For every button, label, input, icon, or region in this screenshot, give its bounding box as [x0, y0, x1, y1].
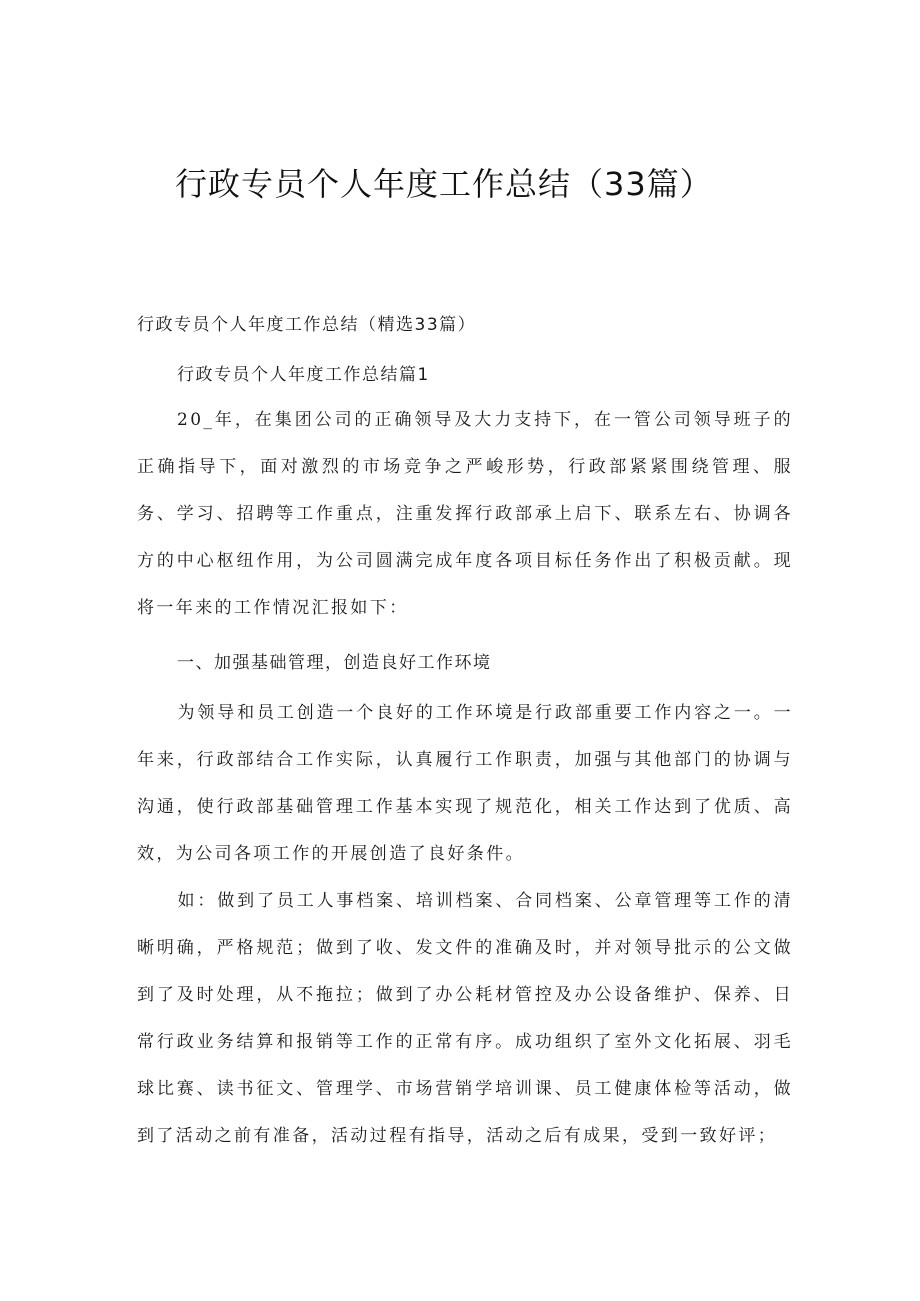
- paragraph-environment-text: 为领导和员工创造一个良好的工作环境是行政部重要工作内容之一。一年来，行政部结合工作实际，认真履行工作职责，加强与其他部门的协调与沟通，使行政部基础管理工作基本实现了规范化，相关工作达到了优质、高效，为公司各项工作的开展创造了良好条件。: [137, 703, 793, 864]
- document-title: 行政专员个人年度工作总结（33篇）: [175, 165, 713, 203]
- section-heading-1: 一、加强基础管理，创造良好工作环境: [177, 653, 492, 673]
- paragraph-example-text: 如：做到了员工人事档案、培训档案、合同档案、公章管理等工作的清晰明确，严格规范；做到了收、发文件的准确及时，并对领导批示的公文做到了及时处理，从不拖拉；做到了办公耗材管控及办公设备维护、保养、日常行政业务结算和报销等工作的正常有序。成功组织了室外文化拓展、羽毛球比赛、读书征文、管理学、市场营销学培训课、员工健康体检等活动，做到了活动之前有准备，活动过程有指导，活动之后有成果，受到一致好评；: [137, 891, 793, 1146]
- chapter-heading: 行政专员个人年度工作总结篇1: [177, 365, 430, 385]
- document-subtitle: 行政专员个人年度工作总结（精选33篇）: [137, 315, 477, 335]
- paragraph-environment: [137, 690, 793, 878]
- paragraph-example: [137, 878, 793, 1160]
- paragraph-intro: [137, 397, 793, 632]
- paragraph-intro-text: 20_年，在集团公司的正确领导及大力支持下，在一管公司领导班子的正确指导下，面对激烈的市场竞争之严峻形势，行政部紧紧围绕管理、服务、学习、招聘等工作重点，注重发挥行政部承上启下、联系左右、协调各方的中心枢纽作用，为公司圆满完成年度各项目标任务作出了积极贡献。现将一年来的工作情况汇报如下：: [137, 410, 793, 618]
